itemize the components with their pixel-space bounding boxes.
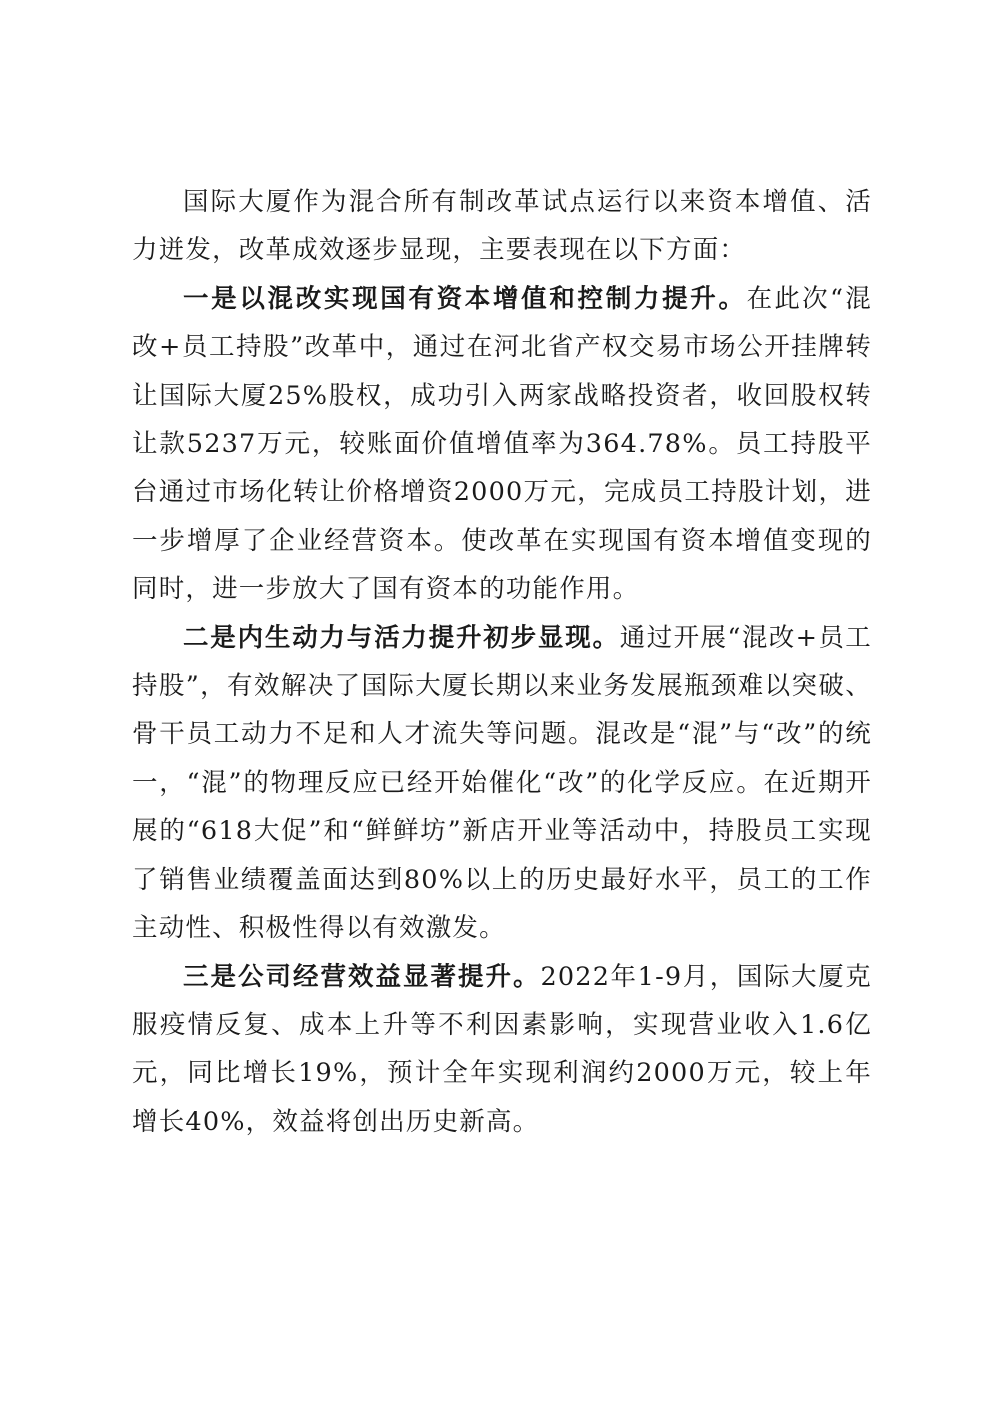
section-paragraph-3 bbox=[132, 953, 872, 1147]
section-1-body: 在此次“混改+员工持股”改革中，通过在河北省产权交易市场公开挂牌转让国际大厦25%股权，成功引入两家战略投资者，收回股权转让款5237万元，较账面价值增值率为364.78%。员工持股平台通过市场化转让价格增资2000万元，完成员工持股计划，进一步增厚了企业经营资本。使改革在实现国有资本增值变现的同时，进一步放大了国有资本的功能作用。 bbox=[132, 283, 872, 605]
document-body bbox=[132, 178, 872, 1146]
section-3-body: 2022年1-9月，国际大厦克服疫情反复、成本上升等不利因素影响，实现营业收入1.6亿元，同比增长19%，预计全年实现利润约2000万元，较上年增长40%，效益将创出历史新高。 bbox=[132, 961, 872, 1137]
section-3-lead: 三是公司经营效益显著提升。 bbox=[183, 961, 541, 992]
section-paragraph-2 bbox=[132, 614, 872, 953]
intro-text: 国际大厦作为混合所有制改革试点运行以来资本增值、活力迸发，改革成效逐步显现，主要表现在以下方面： bbox=[132, 187, 872, 266]
section-1-lead: 一是以混改实现国有资本增值和控制力提升。 bbox=[183, 283, 747, 314]
section-2-body: 通过开展“混改+员工持股”，有效解决了国际大厦长期以来业务发展瓶颈难以突破、骨干员工动力不足和人才流失等问题。混改是“混”与“改”的统一，“混”的物理反应已经开始催化“改”的化学反应。在近期开展的“618大促”和“鲜鲜坊”新店开业等活动中，持股员工实现了销售业绩覆盖面达到80%以上的历史最好水平，员工的工作主动性、积极性得以有效激发。 bbox=[132, 622, 872, 944]
intro-paragraph bbox=[132, 178, 872, 275]
section-2-lead: 二是内生动力与活力提升初步显现。 bbox=[183, 622, 620, 653]
section-paragraph-1 bbox=[132, 275, 872, 614]
